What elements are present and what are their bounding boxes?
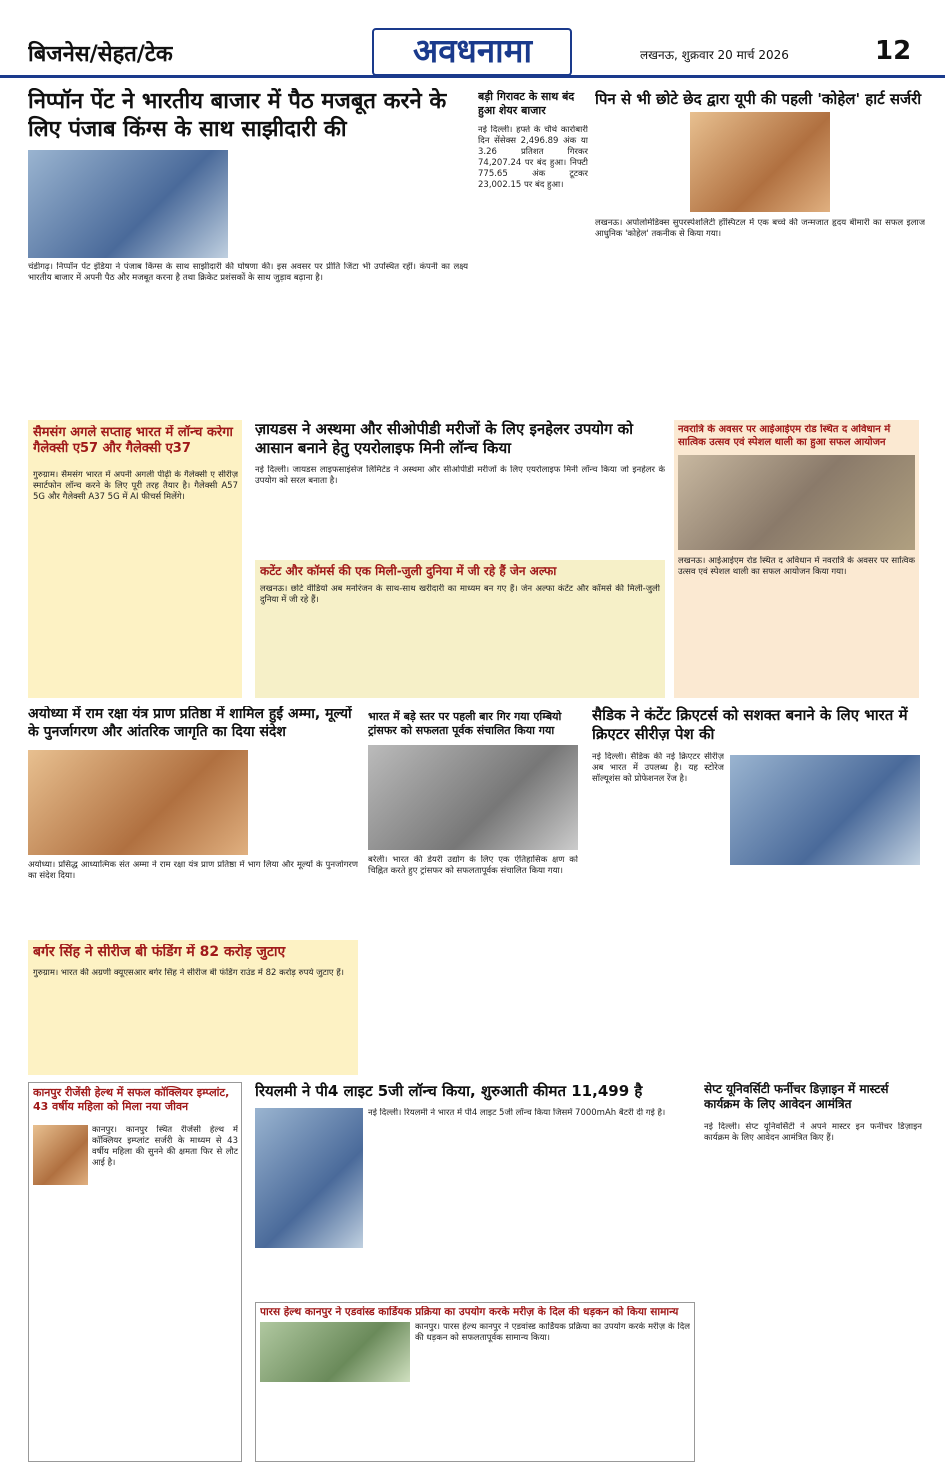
transformer-photo xyxy=(368,745,578,850)
transformer-body: बरेली। भारत की डेयरी उद्योग के लिए एक ऐतिहासिक क्षण को चिह्नित करते हुए ट्रांसफर को सफलतापूर्वक संचालित किया गया। xyxy=(368,855,578,876)
navratri-body: लखनऊ। आईआईएम रोड स्थित द अविधान में नवरात्रि के अवसर पर सात्विक उत्सव एवं स्पेशल थाली का सफल आयोजन किया गया। xyxy=(678,556,915,577)
craft-headline: कटेंट और कॉमर्स की एक मिली-जुली दुनिया में जी रहे हैं जेन अल्फा xyxy=(260,564,557,578)
paras-headline: पारस हेल्थ कानपुर ने एडवांस्ड कार्डियक प्रक्रिया का उपयोग करके मरीज़ के दिल की धड़कन को किया सामान्य xyxy=(260,1306,679,1318)
burger-headline: बर्गर सिंह ने सीरीज बी फंडिंग में 82 करोड़ जुटाए xyxy=(33,944,286,960)
zydus-headline: ज़ायडस ने अस्थमा और सीओपीडी मरीजों के लिए इनहेलर उपयोग को आसान बनाने हेतु एयरोलाइफ मिनी लॉन्च किया xyxy=(255,420,634,457)
sardik-photo xyxy=(730,755,920,865)
burger-body: गुरुग्राम। भारत की अग्रणी क्यूएसआर बर्गर सिंह ने सीरीज बी फंडिंग राउंड में 82 करोड़ रुपये जुटाए हैं। xyxy=(33,968,345,978)
market-headline: बड़ी गिरावट के साथ बंद हुआ शेयर बाजार xyxy=(478,90,575,117)
city-date: लखनऊ, शुक्रवार 20 मार्च 2026 xyxy=(640,48,789,62)
nippon-photo xyxy=(28,150,228,258)
samsung-body: गुरुग्राम। सैमसंग भारत में अपनी अगली पीढ़ी के गैलेक्सी ए सीरीज़ स्मार्टफोन लॉन्च करने के लिए पूरी तरह तैयार है। गैलेक्सी A57 5G और गैलेक्सी A37 5G में AI फीचर्स मिलेंगे। xyxy=(33,470,238,502)
paras-photo xyxy=(260,1322,410,1382)
brand-logo: अवधनामा xyxy=(413,31,532,70)
nippon-headline: निप्पॉन पेंट ने भारतीय बाजार में पैठ मजबूत करने के लिए पंजाब किंग्स के साथ साझीदारी की xyxy=(28,89,447,142)
ayodhya-body: अयोध्या। प्रसिद्ध आध्यात्मिक संत अम्मा ने राम रक्षा यंत्र प्राण प्रतिष्ठा में भाग लिया और मूल्यों के पुनर्जागरण का संदेश दिया। xyxy=(28,860,358,881)
sept-body: नई दिल्ली। सेप्ट यूनिवर्सिटी ने अपने मास्टर इन फर्नीचर डिज़ाइन कार्यक्रम के लिए आवेदन आमंत्रित किए हैं। xyxy=(704,1122,922,1143)
nippon-body: चंडीगढ़। निप्पॉन पेंट इंडिया ने पंजाब किंग्स के साथ साझीदारी की घोषणा की। इस अवसर पर प्रीति जिंटा भी उपस्थित रहीं। कंपनी का लक्ष्य भारतीय बाजार में अपनी पैठ और मजबूत करना है तथा क्रिकेट प्रशंसकों के साथ जुड़ाव बढ़ाना है। xyxy=(28,262,468,283)
kanpur-body: कानपुर। कानपुर स्थित रीजेंसी हेल्थ में कॉक्लियर इम्प्लांट सर्जरी के माध्यम से 43 वर्षीय महिला की सुनने की क्षमता फिर से लौट आई है। xyxy=(92,1125,238,1168)
kanpur-headline: कानपुर रीजेंसी हेल्थ में सफल कॉक्लियर इम्प्लांट, 43 वर्षीय महिला को मिला नया जीवन xyxy=(33,1086,230,1113)
zydus-body: नई दिल्ली। जायडस लाइफसाइंसेज लिमिटेड ने अस्थमा और सीओपीडी मरीजों के लिए एयरोलाइफ मिनी लॉन्च किया जो इनहेलर के उपयोग को सरल बनाता है। xyxy=(255,465,665,486)
paras-body: कानपुर। पारस हेल्थ कानपुर ने एडवांस्ड कार्डियक प्रक्रिया का उपयोग करके मरीज़ के दिल की धड़कन को सफलतापूर्वक सामान्य किया। xyxy=(415,1322,690,1343)
kohel-body: लखनऊ। अपोलोमेडिक्स सुपरस्पेशलिटी हॉस्पिटल में एक बच्चे की जन्मजात हृदय बीमारी का सफल इलाज आधुनिक 'कोहेल' तकनीक से किया गया। xyxy=(595,218,925,239)
realme-photo xyxy=(255,1108,363,1248)
realme-body: नई दिल्ली। रियलमी ने भारत में पी4 लाइट 5जी लॉन्च किया जिसमें 7000mAh बैटरी दी गई है। xyxy=(368,1108,666,1118)
realme-headline: रियलमी ने पी4 लाइट 5जी लॉन्च किया, शुरुआती कीमत 11,499 है xyxy=(255,1082,643,1100)
ayodhya-photo xyxy=(28,750,248,855)
kohel-headline: पिन से भी छोटे छेद द्वारा यूपी की पहली 'कोहेल' हार्ट सर्जरी xyxy=(595,90,922,108)
navratri-photo xyxy=(678,455,915,550)
page-number: 12 xyxy=(875,36,912,66)
kohel-photo xyxy=(690,112,830,212)
sardik-body: नई दिल्ली। सैडिक की नई क्रिएटर सीरीज़ अब भारत में उपलब्ध है। यह स्टोरेज सॉल्यूशंस को प्रोफेशनल रेंज है। xyxy=(592,752,724,784)
navratri-headline: नवरात्रि के अवसर पर आईआईएम रोड स्थित द अविधान में सात्विक उत्सव एवं स्पेशल थाली का हुआ सफल आयोजन xyxy=(678,424,891,448)
samsung-headline: सैमसंग अगले सप्ताह भारत में लॉन्च करेगा गैलेक्सी ए57 और गैलेक्सी ए37 xyxy=(33,425,233,457)
ayodhya-headline: अयोध्या में राम रक्षा यंत्र प्राण प्रतिष्ठा में शामिल हुईं अम्मा, मूल्यों के पुनर्जागरण और आंतरिक जागृति का दिया संदेश xyxy=(28,706,352,740)
craft-body: लखनऊ। छोटे वीडियो अब मनोरंजन के साथ-साथ खरीदारी का माध्यम बन गए हैं। जेन अल्फा कंटेंट और कॉमर्स की मिली-जुली दुनिया में जी रहे हैं। xyxy=(260,584,660,605)
sardik-headline: सैडिक ने कंटेंट क्रिएटर्स को सशक्त बनाने के लिए भारत में क्रिएटर सीरीज़ पेश की xyxy=(592,706,908,743)
sept-headline: सेप्ट यूनिवर्सिटी फर्नीचर डिज़ाइन में मास्टर्स कार्यक्रम के लिए आवेदन आमंत्रित xyxy=(704,1082,889,1111)
kanpur-photo xyxy=(33,1125,88,1185)
section-title: बिजनेस/सेहत/टेक xyxy=(28,42,173,67)
transformer-headline: भारत में बड़े स्तर पर पहली बार गिर गया एम्बियो ट्रांसफर को सफलता पूर्वक संचालित किया गया xyxy=(368,710,562,737)
market-body: नई दिल्ली। हफ्ते के चौथे कारोबारी दिन सेंसेक्स 2,496.89 अंक या 3.26 प्रतिशत गिरकर 74,207.24 पर बंद हुआ। निफ्टी 775.65 अंक टूटकर 23,002.15 पर बंद हुआ। xyxy=(478,125,588,190)
